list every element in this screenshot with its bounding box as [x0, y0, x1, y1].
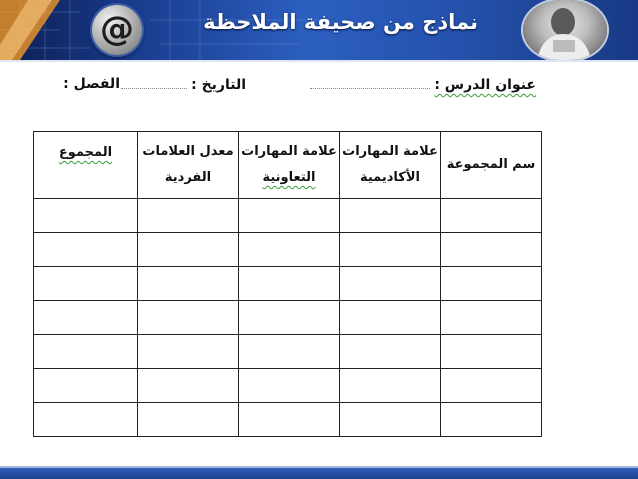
date-field	[121, 76, 246, 100]
at-sign-icon	[92, 5, 142, 55]
table-cell[interactable]	[34, 199, 138, 233]
table-cell[interactable]	[138, 301, 239, 335]
table-cell[interactable]	[34, 369, 138, 403]
table-row	[34, 301, 542, 335]
banner-divider	[0, 60, 638, 62]
lesson-title-dotted-line	[310, 76, 430, 89]
table-cell[interactable]	[138, 267, 239, 301]
table-cell[interactable]	[239, 233, 340, 267]
column-header-line: الفردية	[164, 170, 212, 185]
table-cell[interactable]	[340, 335, 441, 369]
header-banner	[0, 0, 638, 60]
table-row	[34, 199, 542, 233]
table-cell[interactable]	[34, 301, 138, 335]
table-cell[interactable]	[340, 267, 441, 301]
class-field	[63, 76, 120, 100]
table-row	[34, 267, 542, 301]
photo-figure	[523, 0, 607, 60]
table-cell[interactable]	[34, 335, 138, 369]
table-cell[interactable]	[138, 369, 239, 403]
table-row	[34, 403, 542, 437]
class-label: الفصل :	[63, 76, 120, 92]
column-header-line: علامة المهارات	[241, 144, 337, 159]
table-cell[interactable]	[239, 301, 340, 335]
table-cell[interactable]	[138, 233, 239, 267]
table-cell[interactable]	[34, 233, 138, 267]
table-cell[interactable]	[239, 199, 340, 233]
page-title: نماذج من صحيفة الملاحظة	[203, 10, 478, 34]
table-cell[interactable]	[441, 267, 542, 301]
observation-table	[33, 131, 542, 437]
table-cell[interactable]	[340, 233, 441, 267]
table-cell[interactable]	[441, 233, 542, 267]
table-cell[interactable]	[239, 403, 340, 437]
column-header-group-name	[441, 132, 542, 199]
table-cell[interactable]	[441, 335, 542, 369]
column-header-line: سم المجموعة	[446, 157, 536, 172]
date-label: التاريخ :	[191, 77, 246, 93]
column-header-line: المجموع	[58, 145, 113, 160]
column-header-total	[34, 132, 138, 199]
table-row	[34, 335, 542, 369]
footer-bar	[0, 468, 638, 479]
table-header-row	[34, 132, 542, 199]
table-cell[interactable]	[239, 369, 340, 403]
table-cell[interactable]	[34, 403, 138, 437]
column-header-cooperative-skills	[239, 132, 340, 199]
lesson-title-label: عنوان الدرس :	[434, 77, 536, 93]
date-dotted-line	[121, 76, 187, 89]
table-cell[interactable]	[340, 369, 441, 403]
table-cell[interactable]	[340, 301, 441, 335]
table-cell[interactable]	[340, 403, 441, 437]
table-cell[interactable]	[138, 403, 239, 437]
table-cell[interactable]	[340, 199, 441, 233]
table-cell[interactable]	[34, 267, 138, 301]
column-header-line: التعاونية	[262, 170, 316, 185]
table-row	[34, 369, 542, 403]
person-photo	[523, 0, 607, 60]
column-header-line: معدل العلامات	[142, 144, 234, 159]
table-cell[interactable]	[239, 335, 340, 369]
lesson-title-field	[310, 76, 536, 100]
table-body	[34, 199, 542, 437]
column-header-line: علامة المهارات	[342, 144, 438, 159]
table-row	[34, 233, 542, 267]
column-header-academic-skills	[340, 132, 441, 199]
column-header-line: الأكاديمية	[359, 170, 421, 185]
table-cell[interactable]	[441, 301, 542, 335]
table-cell[interactable]	[441, 403, 542, 437]
table-cell[interactable]	[239, 267, 340, 301]
column-header-individual-average	[138, 132, 239, 199]
at-sign-glyph: @	[100, 9, 134, 49]
table-cell[interactable]	[441, 199, 542, 233]
table-cell[interactable]	[138, 199, 239, 233]
table-cell[interactable]	[138, 335, 239, 369]
table-cell[interactable]	[441, 369, 542, 403]
